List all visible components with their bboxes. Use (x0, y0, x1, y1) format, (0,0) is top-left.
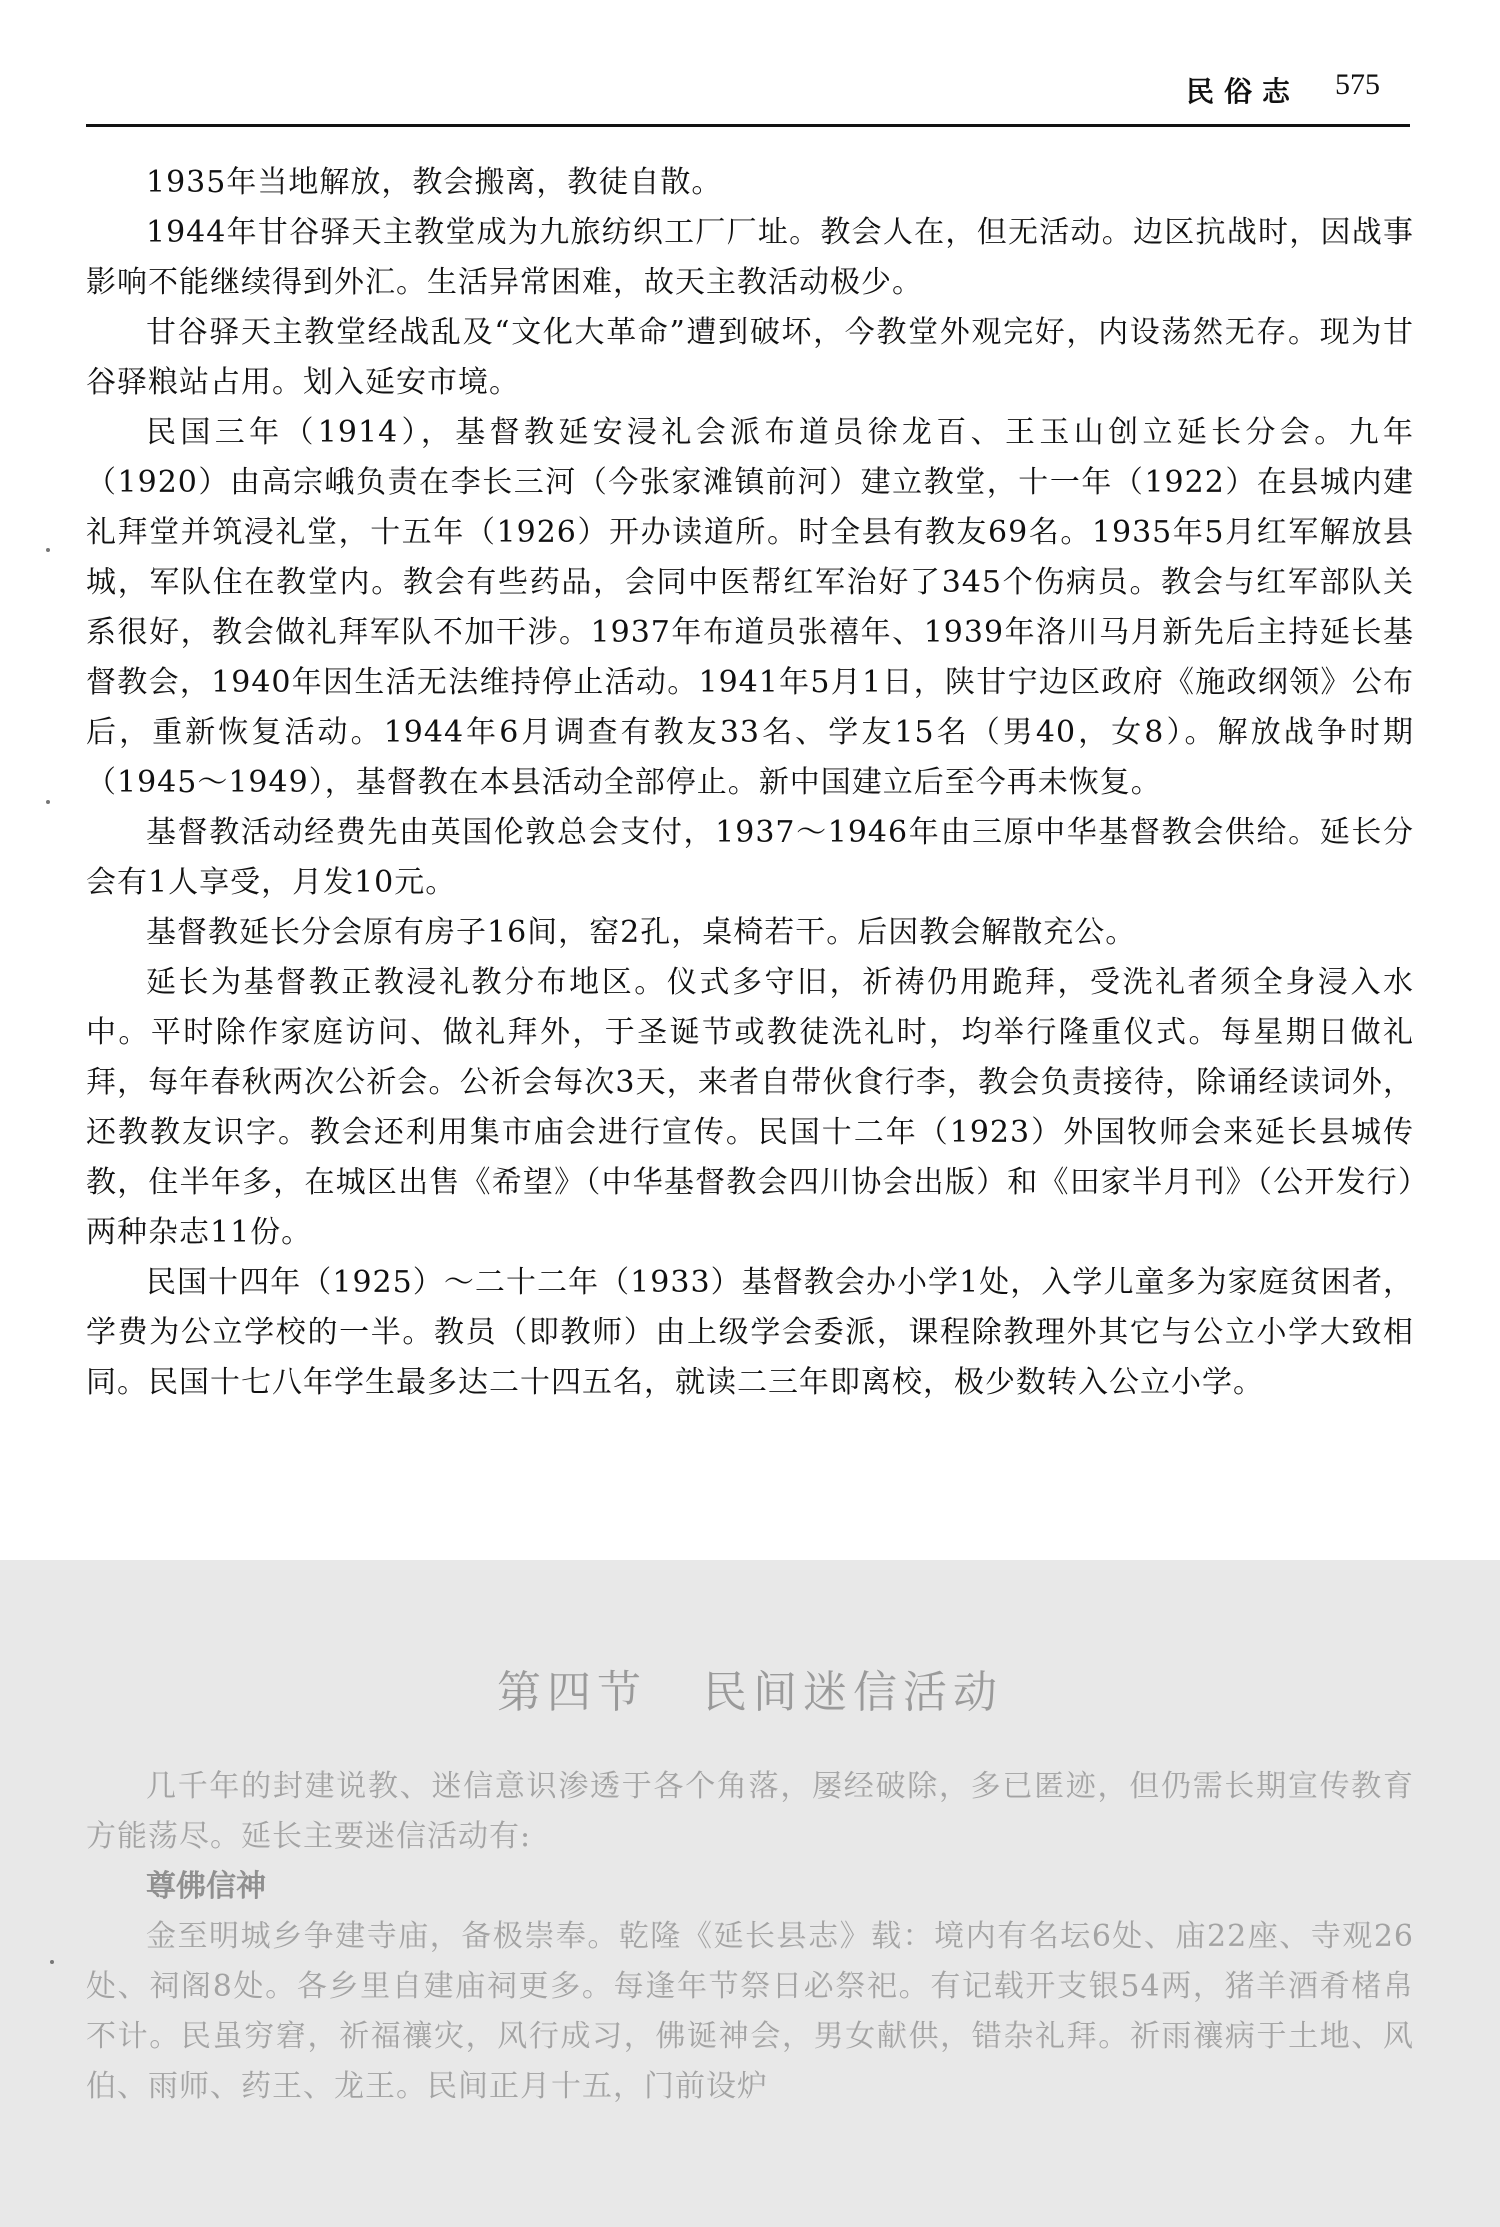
running-header (86, 62, 1410, 127)
faded-section (0, 1560, 1500, 2227)
paragraph: 基督教活动经费先由英国伦敦总会支付，1937～1946年由三原中华基督教会供给。延长分会有1人享受，月发10元。 (86, 815, 1414, 900)
paragraph: 延长为基督教正教浸礼教分布地区。仪式多守旧，祈祷仍用跪拜，受洗礼者须全身浸入水中。平时除作家庭访问、做礼拜外，于圣诞节或教徒洗礼时，均举行隆重仪式。每星期日做礼拜，每年春秋两次公祈会。公祈会每次3天，来者自带伙食行李，教会负责接待，除诵经读词外，还教教友识字。教会还利用集市庙会进行宣传。民国十二年（1923）外国牧师会来延长县城传教，住半年多，在城区出售《希望》（中华基督教会四川协会出版）和《田家半月刊》（公开发行）两种杂志11份。 (86, 965, 1414, 1250)
scan-speck (46, 800, 50, 804)
paragraph: 民国十四年（1925）～二十二年（1933）基督教会办小学1处，入学儿童多为家庭贫困者，学费为公立学校的一半。教员（即教师）由上级学会委派，课程除教理外其它与公立小学大致相同。民国十七八年学生最多达二十四五名，就读二三年即离校，极少数转入公立小学。 (86, 1265, 1414, 1400)
scan-speck (50, 1960, 54, 1964)
section-intro: 几千年的封建说教、迷信意识渗透于各个角落，屡经破除，多已匿迹，但仍需长期宣传教育方能荡尽。延长主要迷信活动有: (86, 1769, 1414, 1854)
section-heading (0, 1656, 1500, 1720)
scan-speck (46, 548, 50, 552)
section-number: 第四节 (497, 1667, 647, 1718)
paragraph: 1935年当地解放，教会搬离，教徒自散。 (146, 165, 723, 200)
paragraph: 民国三年（1914），基督教延安浸礼会派布道员徐龙百、王玉山创立延长分会。九年（1920）由高宗峨负责在李长三河（今张家滩镇前河）建立教堂，十一年（1922）在县城内建礼拜堂并筑浸礼堂，十五年（1926）开办读道所。时全县有教友69名。1935年5月红军解放县城，军队住在教堂内。教会有些药品，会同中医帮红军治好了345个伤病员。教会与红军部队关系很好，教会做礼拜军队不加干涉。1937年布道员张禧年、1939年洛川马月新先后主持延长基督教会，1940年因生活无法维持停止活动。1941年5月1日，陕甘宁边区政府《施政纲领》公布后，重新恢复活动。1944年6月调查有教友33名、学友15名（男40，女8）。解放战争时期（1945～1949），基督教在本县活动全部停止。新中国建立后至今再未恢复。 (86, 415, 1414, 800)
section-subheading: 尊佛信神 (146, 1869, 266, 1904)
page-number: 575 (1335, 68, 1380, 101)
section-text (86, 1762, 1414, 2112)
paragraph: 甘谷驿天主教堂经战乱及“文化大革命”遭到破坏，今教堂外观完好，内设荡然无存。现为甘谷驿粮站占用。划入延安市境。 (86, 315, 1414, 400)
header-title: 民俗志 (1185, 75, 1300, 108)
main-text (86, 158, 1414, 1408)
paragraph: 1944年甘谷驿天主教堂成为九旅纺织工厂厂址。教会人在，但无活动。边区抗战时，因战事影响不能继续得到外汇。生活异常困难，故天主教活动极少。 (86, 215, 1414, 300)
section-title: 民间迷信活动 (703, 1667, 1003, 1718)
section-body: 金至明城乡争建寺庙，备极崇奉。乾隆《延长县志》载：境内有名坛6处、庙22座、寺观26处、祠阁8处。各乡里自建庙祠更多。每逢年节祭日必祭祀。有记载开支银54两，猪羊酒肴楮帛不计。民虽穷窘，祈福禳灾，风行成习，佛诞神会，男女献供，错杂礼拜。祈雨禳病于土地、风伯、雨师、药王、龙王。民间正月十五，门前设炉 (86, 1919, 1414, 2104)
paragraph: 基督教延长分会原有房子16间，窑2孔，桌椅若干。后因教会解散充公。 (146, 915, 1137, 950)
